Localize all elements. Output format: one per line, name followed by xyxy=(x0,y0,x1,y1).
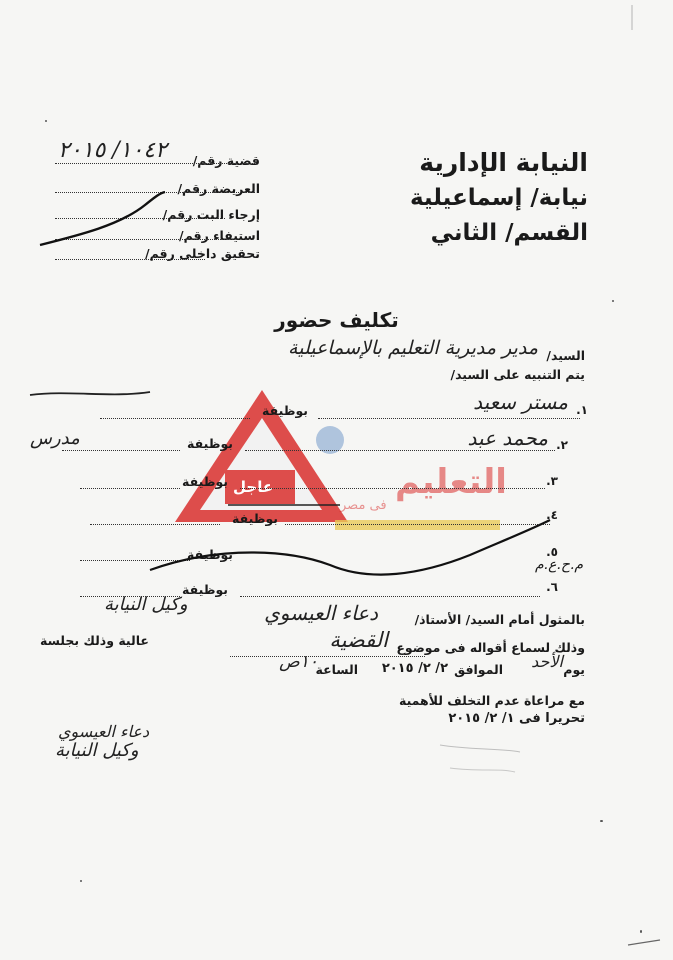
day-value: الأحد xyxy=(531,652,563,671)
time-value: ١٠ص xyxy=(279,652,318,672)
appear-label: بالمثول أمام السيد/ الأستاذ/ xyxy=(414,612,585,627)
attendance-note: مع مراعاة عدم التخلف للأهمية xyxy=(398,693,585,708)
hearing-label: وذلك لسماع أقواله فى موضوع xyxy=(396,640,585,655)
notice-label: يتم التنبيه على السيد/ xyxy=(450,367,585,382)
signature-name: دعاء العيسوي xyxy=(58,722,150,741)
job-label: بوظيفة xyxy=(232,511,278,526)
faint-scribble xyxy=(450,768,515,772)
margin-note: م.ح.ع.م xyxy=(535,557,584,573)
job-label: بوظيفة xyxy=(182,474,228,489)
recipient-label: السيد/ xyxy=(546,348,585,363)
watermark-tag: عاجل xyxy=(233,478,274,496)
agreed-label: الموافق xyxy=(454,662,503,677)
case-number-label: قضية رقم/ xyxy=(192,153,260,168)
investigation-number-label: تحقيق داخلى رقم/ xyxy=(145,246,260,261)
appear-name: دعاء العيسوي xyxy=(264,601,378,625)
person-name: مستر سعيد xyxy=(473,390,568,414)
written-date: تحريرا فى ١/ ٢/ ٢٠١٥ xyxy=(448,711,585,726)
prosecution-name: نيابة/ إسماعيلية xyxy=(409,185,588,211)
date-value: ٢/ ٢/ ٢٠١٥ xyxy=(381,661,448,676)
row-number: ٦. xyxy=(546,580,558,594)
row-number: ١. xyxy=(576,403,588,417)
row-number: ٥. xyxy=(546,545,558,559)
job-label: بوظيفة xyxy=(187,436,233,451)
faint-scribble xyxy=(440,745,520,752)
time-label: الساعة xyxy=(315,662,358,677)
job-label: بوظيفة xyxy=(262,403,308,418)
row-number: ٤. xyxy=(546,508,558,522)
corner-mark xyxy=(628,940,660,945)
hearing-subject: القضية xyxy=(329,628,388,652)
job-label: بوظيفة xyxy=(187,547,233,562)
watermark-sub: فى مصر xyxy=(340,498,387,513)
job-value: مدرس xyxy=(30,428,80,449)
authority-title: النيابة الإدارية xyxy=(419,148,588,177)
appear-suffix: عالية وذلك بجلسة xyxy=(40,633,149,648)
fulfilment-number-label: استيفاء رقم/ xyxy=(179,228,260,243)
person-name: محمد عبد xyxy=(467,426,548,450)
row-number: ٣. xyxy=(546,474,558,488)
recipient-value: مدير مديرية التعليم بالإسماعيلية xyxy=(288,337,538,359)
day-label: يوم xyxy=(563,662,585,677)
watermark-brand: التعليم xyxy=(395,462,507,502)
case-number-value: ١٠٤٢/ ٢٠١٥ xyxy=(58,138,167,163)
section-name: القسم/ الثاني xyxy=(430,220,588,246)
signature-role: وكيل النيابة xyxy=(55,740,139,761)
job-label: بوظيفة xyxy=(182,582,228,597)
deferral-number-label: إرجاء البت رقم/ xyxy=(162,207,260,222)
row-number: ٢. xyxy=(556,438,568,452)
document-title: تكليف حضور xyxy=(274,308,399,332)
complaint-number-label: العريضة رقم/ xyxy=(177,181,260,196)
appear-role: وكيل النيابة xyxy=(104,594,188,615)
